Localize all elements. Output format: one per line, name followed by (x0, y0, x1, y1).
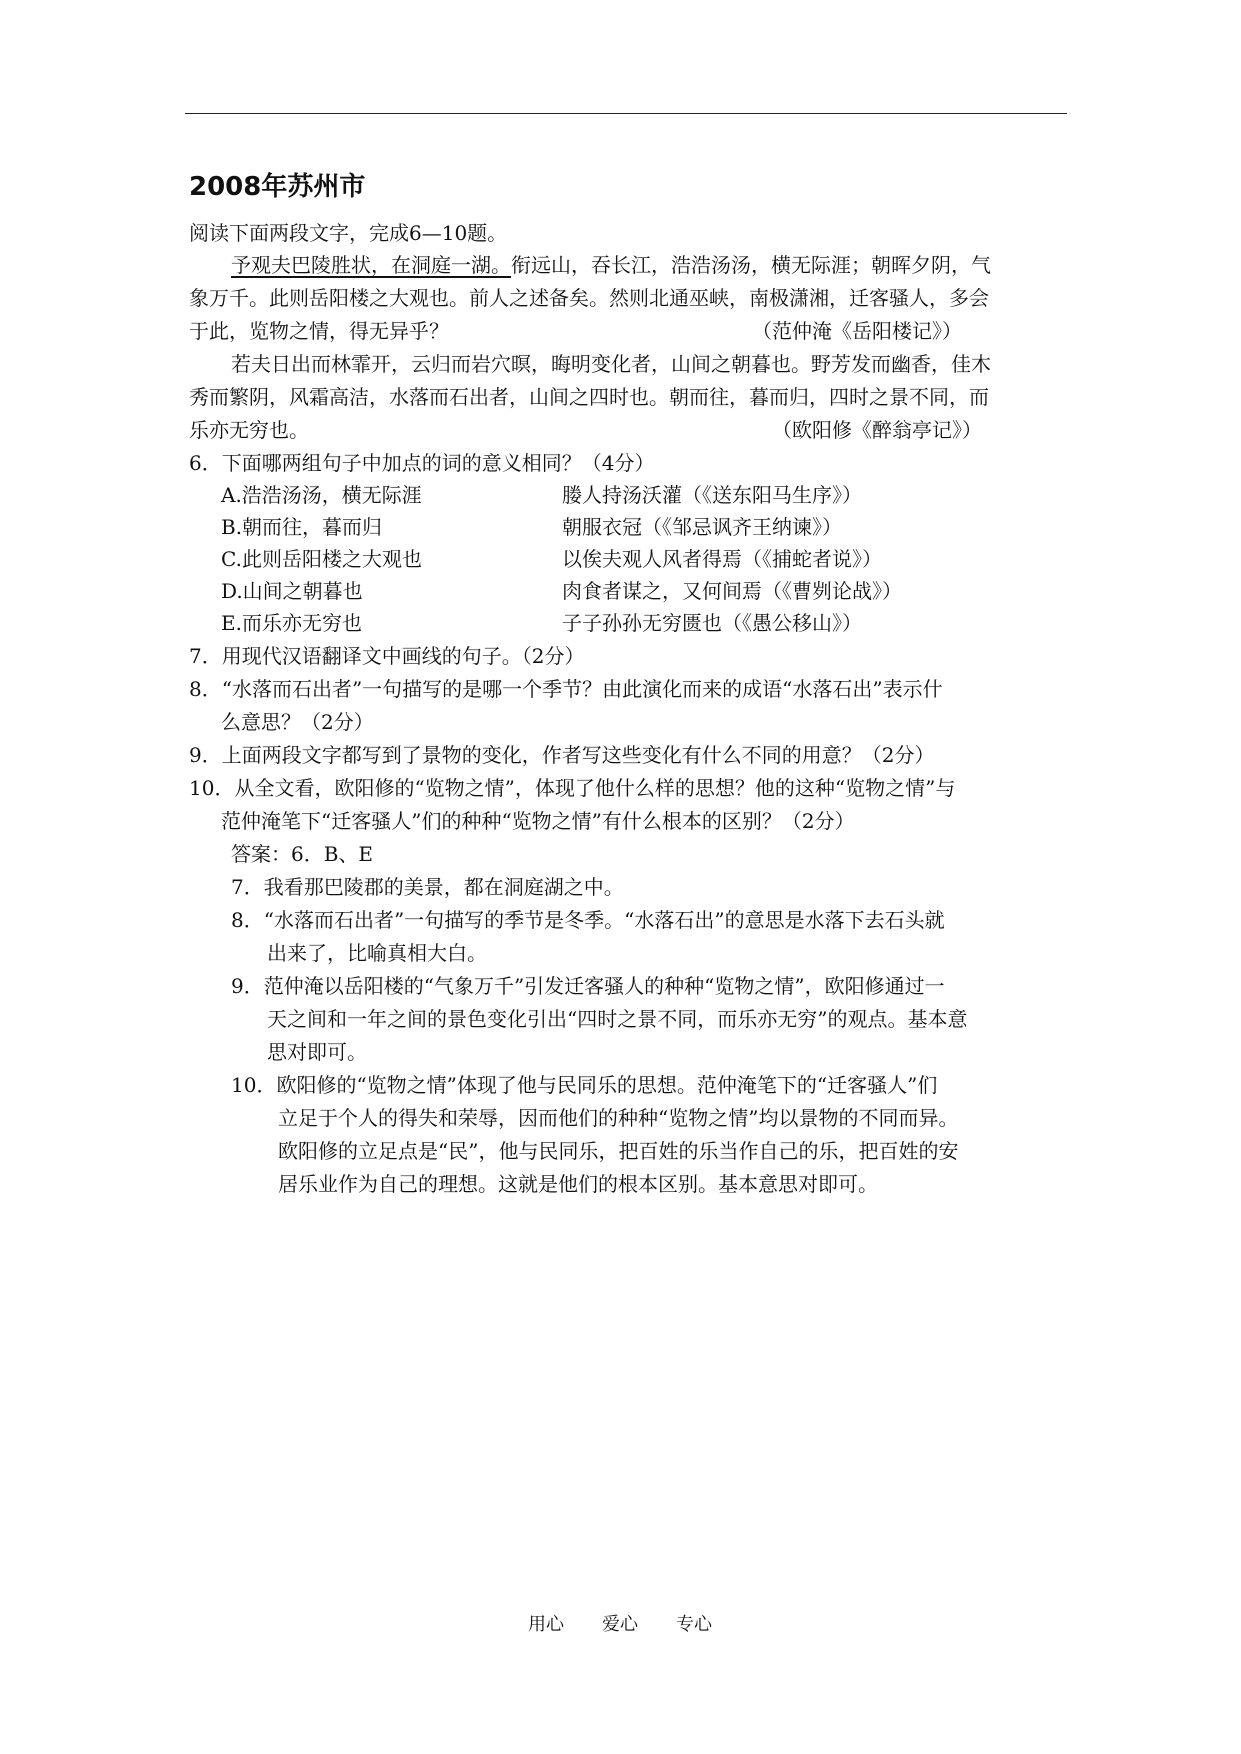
q6-option-d-left: D.山间之朝暮也 (221, 579, 363, 603)
passage1-source: （范仲淹《岳阳楼记》） (752, 319, 962, 343)
q6-option-d-right: 肉食者谋之，又何间焉（《曹刿论战》） (562, 579, 902, 603)
answer-10-line3: 欧阳修的立足点是“民”，他与民同乐，把百姓的乐当作自己的乐，把百姓的安 (278, 1139, 959, 1163)
page-title: 2008年苏州市 (189, 172, 366, 202)
q6-option-e-right: 子子孙孙无穷匮也（《愚公移山》） (562, 611, 862, 635)
answer-7: 7．我看那巴陵郡的美景，都在洞庭湖之中。 (231, 875, 624, 899)
passage1-line3: 于此，览物之情，得无异乎？ (189, 319, 449, 343)
q8-line2: 么意思？（2分） (221, 710, 374, 734)
answer-8-line2: 出来了，比喻真相大白。 (267, 941, 487, 965)
q9-text: 9．上面两段文字都写到了景物的变化，作者写这些变化有什么不同的用意？（2分） (189, 743, 935, 767)
q10-line2: 范仲淹笔下“迁客骚人”们的种种“览物之情”有什么根本的区别？（2分） (221, 809, 855, 833)
passage1-line1 (231, 250, 991, 280)
q6-option-c-left: C.此则岳阳楼之大观也 (221, 547, 422, 571)
intro-text: 阅读下面两段文字，完成6—10题。 (189, 221, 508, 245)
passage1-line1-rest: 衔远山，吞长江，浩浩汤汤，横无际涯；朝晖夕阴，气 (511, 253, 991, 277)
q6-option-c-right: 以俟夫观人风者得焉（《捕蛇者说》） (562, 547, 882, 571)
q7-text: 7．用现代汉语翻译文中画线的句子。（2分） (189, 644, 585, 668)
footer-word-1: 用心 (528, 1614, 564, 1635)
passage1-line2: 象万千。此则岳阳楼之大观也。前人之述备矣。然则北通巫峡，南极潇湘，迁客骚人，多会 (189, 286, 989, 310)
answer-10-line2: 立足于个人的得失和荣辱，因而他们的种种“览物之情”均以景物的不同而异。 (278, 1106, 959, 1130)
answer-9-line3: 思对即可。 (267, 1040, 367, 1064)
q6-option-a-left: A.浩浩汤汤，横无际涯 (221, 483, 422, 507)
q10-line1: 10．从全文看，欧阳修的“览物之情”，体现了他什么样的思想？他的这种“览物之情”与 (189, 776, 956, 800)
q6-option-b-left: B.朝而往，暮而归 (221, 515, 383, 539)
q8-line1: 8．“水落而石出者”一句描写的是哪一个季节？由此演化而来的成语“水落石出”表示什 (189, 677, 943, 701)
passage2-line2: 秀而繁阴，风霜高洁，水落而石出者，山间之四时也。朝而往，暮而归，四时之景不同，而 (189, 385, 989, 409)
underlined-sentence: 予观夫巴陵胜状，在洞庭一湖。 (231, 253, 511, 277)
footer-word-2: 爱心 (602, 1614, 638, 1635)
footer-word-3: 专心 (676, 1614, 712, 1635)
passage2-line1: 若夫日出而林霏开，云归而岩穴暝，晦明变化者，山间之朝暮也。野芳发而幽香，佳木 (231, 352, 991, 376)
header-rule (185, 113, 1067, 114)
answer-10-line4: 居乐业作为自己的理想。这就是他们的根本区别。基本意思对即可。 (278, 1172, 878, 1196)
q6-option-e-left: E.而乐亦无穷也 (221, 611, 362, 635)
q6-option-b-right: 朝服衣冠（《邹忌讽齐王纳谏》） (562, 515, 842, 539)
q6-stem: 6．下面哪两组句子中加点的词的意义相同？（4分） (189, 451, 655, 475)
answer-8-line1: 8．“水落而石出者”一句描写的季节是冬季。“水落石出”的意思是水落下去石头就 (231, 908, 945, 932)
answer-9-line2: 天之间和一年之间的景色变化引出“四时之景不同，而乐亦无穷”的观点。基本意 (267, 1007, 968, 1031)
answer-10-line1: 10．欧阳修的“览物之情”体现了他与民同乐的思想。范仲淹笔下的“迁客骚人”们 (231, 1073, 938, 1097)
answer-9-line1: 9．范仲淹以岳阳楼的“气象万千”引发迁客骚人的种种“览物之情”，欧阳修通过一 (231, 974, 945, 998)
answer-6: 答案：6．B、E (231, 842, 374, 866)
passage2-line3: 乐亦无穷也。 (189, 418, 309, 442)
passage2-source: （欧阳修《醉翁亭记》） (772, 418, 982, 442)
q6-option-a-right: 媵人持汤沃灌（《送东阳马生序》） (562, 483, 862, 507)
